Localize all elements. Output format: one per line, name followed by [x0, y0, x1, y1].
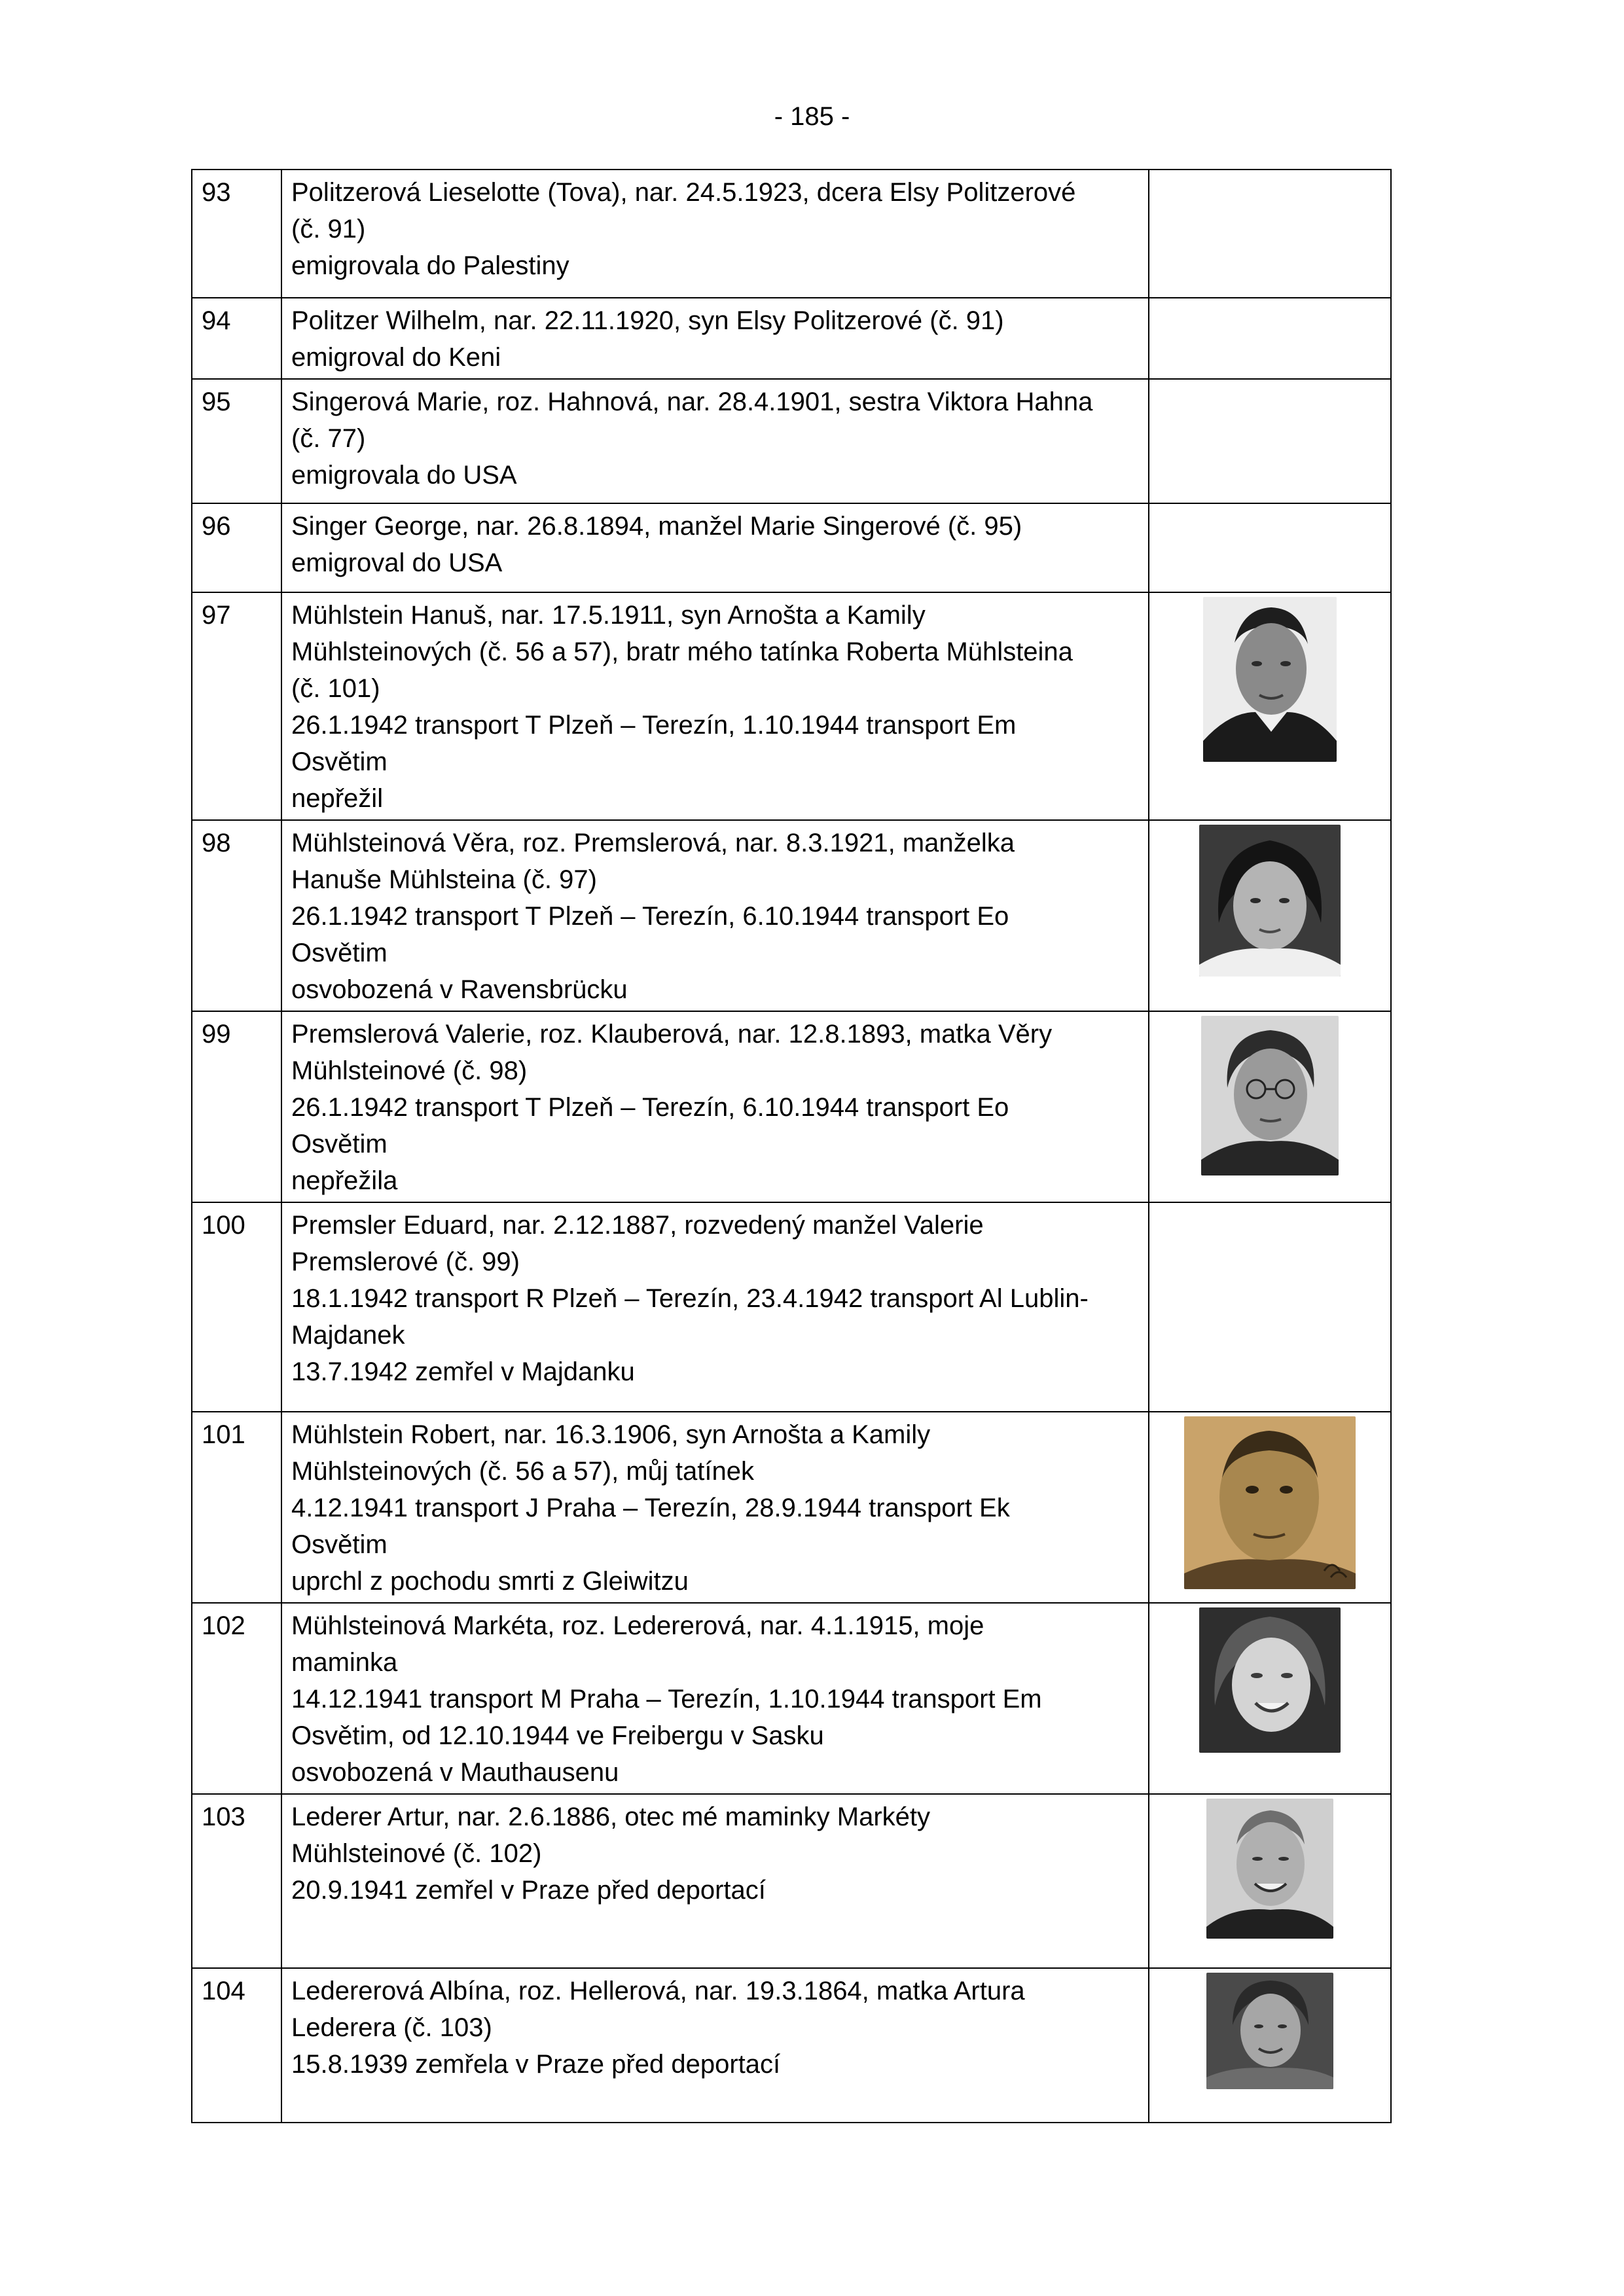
table-row	[192, 1011, 1391, 1202]
entry-line: Premslerové (č. 99)	[291, 1247, 520, 1276]
table-row	[192, 1968, 1391, 2123]
entry-number: 93	[192, 170, 281, 298]
entry-line: uprchl z pochodu smrti z Gleiwitzu	[291, 1567, 689, 1596]
entry-line: 15.8.1939 zemřela v Praze před deportací	[291, 2050, 781, 2079]
photo-cell	[1149, 1968, 1391, 2123]
entry-line: nepřežil	[291, 784, 384, 813]
photo-cell-empty	[1149, 1202, 1391, 1412]
entry-number: 99	[192, 1011, 281, 1202]
entry-line: Lederer Artur, nar. 2.6.1886, otec mé maminky Markéty	[291, 1803, 931, 1831]
photo-cell	[1149, 1794, 1391, 1968]
entry-line: Premslerová Valerie, roz. Klauberová, nar. 12.8.1893, matka Věry	[291, 1020, 1053, 1049]
entry-description	[281, 1202, 1149, 1412]
entry-line: 18.1.1942 transport R Plzeň – Terezín, 23.4.1942 transport Al Lublin-	[291, 1284, 1089, 1313]
entry-line: 26.1.1942 transport T Plzeň – Terezín, 1.10.1944 transport Em	[291, 711, 1017, 740]
photo-cell-empty	[1149, 170, 1391, 298]
entry-line: Mühlstein Robert, nar. 16.3.1906, syn Arnošta a Kamily	[291, 1420, 931, 1449]
table-row	[192, 170, 1391, 298]
photo-cell-empty	[1149, 298, 1391, 379]
table-row	[192, 1794, 1391, 1968]
entry-number: 96	[192, 503, 281, 592]
photo-cell	[1149, 592, 1391, 820]
portrait-photo-woman-smiling	[1199, 1607, 1341, 1753]
entry-line: 26.1.1942 transport T Plzeň – Terezín, 6.10.1944 transport Eo	[291, 902, 1009, 931]
entry-line: Majdanek	[291, 1321, 405, 1350]
photo-cell	[1149, 1412, 1391, 1603]
entry-line: Osvětim	[291, 1530, 388, 1559]
portrait-photo-man-sepia	[1184, 1416, 1356, 1589]
entry-description	[281, 820, 1149, 1011]
entry-line: osvobozená v Ravensbrücku	[291, 975, 628, 1004]
entry-line: Singerová Marie, roz. Hahnová, nar. 28.4.1901, sestra Viktora Hahna	[291, 387, 1093, 416]
entry-line: Premsler Eduard, nar. 2.12.1887, rozvedený manžel Valerie	[291, 1211, 984, 1240]
entry-number: 98	[192, 820, 281, 1011]
entry-line: 20.9.1941 zemřel v Praze před deportací	[291, 1876, 766, 1905]
entry-description	[281, 298, 1149, 379]
table-row	[192, 298, 1391, 379]
entry-description	[281, 1412, 1149, 1603]
entry-line: nepřežila	[291, 1166, 398, 1195]
entry-description	[281, 1968, 1149, 2123]
entry-line: Osvětim	[291, 747, 388, 776]
entry-line: Mühlsteinové (č. 98)	[291, 1056, 528, 1085]
entry-line: Mühlsteinová Markéta, roz. Ledererová, nar. 4.1.1915, moje	[291, 1611, 984, 1640]
entry-line: Mühlsteinové (č. 102)	[291, 1839, 542, 1868]
entry-line: Politzerová Lieselotte (Tova), nar. 24.5.1923, dcera Elsy Politzerové	[291, 178, 1076, 207]
entry-line: Lederera (č. 103)	[291, 2013, 492, 2042]
entry-description	[281, 1011, 1149, 1202]
entry-line: emigroval do Keni	[291, 343, 501, 372]
entry-line: osvobozená v Mauthausenu	[291, 1758, 619, 1787]
entry-line: Mühlsteinových (č. 56 a 57), bratr mého tatínka Roberta Mühlsteina	[291, 637, 1073, 666]
entry-description	[281, 170, 1149, 298]
photo-cell	[1149, 820, 1391, 1011]
entry-number: 103	[192, 1794, 281, 1968]
entry-line: emigrovala do USA	[291, 461, 517, 490]
entry-line: 13.7.1942 zemřel v Majdanku	[291, 1357, 635, 1386]
entry-line: Mühlsteinových (č. 56 a 57), můj tatínek	[291, 1457, 754, 1486]
entry-line: Singer George, nar. 26.8.1894, manžel Marie Singerové (č. 95)	[291, 512, 1022, 541]
entry-number: 104	[192, 1968, 281, 2123]
entry-description	[281, 379, 1149, 503]
entry-line: Ledererová Albína, roz. Hellerová, nar. 19.3.1864, matka Artura	[291, 1977, 1025, 2005]
page-number: - 185 -	[774, 102, 850, 131]
photo-cell-empty	[1149, 503, 1391, 592]
entry-line: Osvětim	[291, 939, 388, 967]
portrait-photo-woman	[1199, 825, 1341, 977]
entry-description	[281, 503, 1149, 592]
entry-number: 97	[192, 592, 281, 820]
table-row	[192, 1202, 1391, 1412]
entry-number: 95	[192, 379, 281, 503]
entry-line: (č. 77)	[291, 424, 366, 453]
entry-number: 100	[192, 1202, 281, 1412]
entry-line: Osvětim	[291, 1130, 388, 1158]
entry-line: maminka	[291, 1648, 398, 1677]
portrait-photo-elderly-woman	[1206, 1973, 1333, 2089]
entry-line: emigrovala do Palestiny	[291, 251, 569, 280]
entry-line: Politzer Wilhelm, nar. 22.11.1920, syn Elsy Politzerové (č. 91)	[291, 306, 1004, 335]
entry-line: Mühlsteinová Věra, roz. Premslerová, nar. 8.3.1921, manželka	[291, 829, 1015, 857]
entry-line: 26.1.1942 transport T Plzeň – Terezín, 6.10.1944 transport Eo	[291, 1093, 1009, 1122]
victims-register-table	[191, 169, 1392, 2123]
entry-description	[281, 1794, 1149, 1968]
entry-line: Osvětim, od 12.10.1944 ve Freibergu v Sasku	[291, 1721, 824, 1750]
photo-cell-empty	[1149, 379, 1391, 503]
entry-line: emigroval do USA	[291, 548, 503, 577]
table-row	[192, 820, 1391, 1011]
entry-line: 14.12.1941 transport M Praha – Terezín, 1.10.1944 transport Em	[291, 1685, 1042, 1713]
table-row	[192, 379, 1391, 503]
entry-number: 101	[192, 1412, 281, 1603]
table-row	[192, 592, 1391, 820]
portrait-photo-woman-glasses	[1201, 1016, 1339, 1175]
photo-cell	[1149, 1603, 1391, 1794]
entry-line: 4.12.1941 transport J Praha – Terezín, 28.9.1944 transport Ek	[291, 1494, 1010, 1522]
table-row	[192, 1412, 1391, 1603]
entry-line: Hanuše Mühlsteina (č. 97)	[291, 865, 597, 894]
entry-line: Mühlstein Hanuš, nar. 17.5.1911, syn Arnošta a Kamily	[291, 601, 926, 630]
entry-line: (č. 91)	[291, 215, 366, 243]
entry-description	[281, 1603, 1149, 1794]
table-row	[192, 503, 1391, 592]
portrait-photo-man	[1203, 597, 1337, 762]
entry-number: 94	[192, 298, 281, 379]
portrait-photo-man-smiling	[1206, 1799, 1333, 1939]
entry-description	[281, 592, 1149, 820]
table-row	[192, 1603, 1391, 1794]
photo-cell	[1149, 1011, 1391, 1202]
entry-number: 102	[192, 1603, 281, 1794]
entry-line: (č. 101)	[291, 674, 380, 703]
